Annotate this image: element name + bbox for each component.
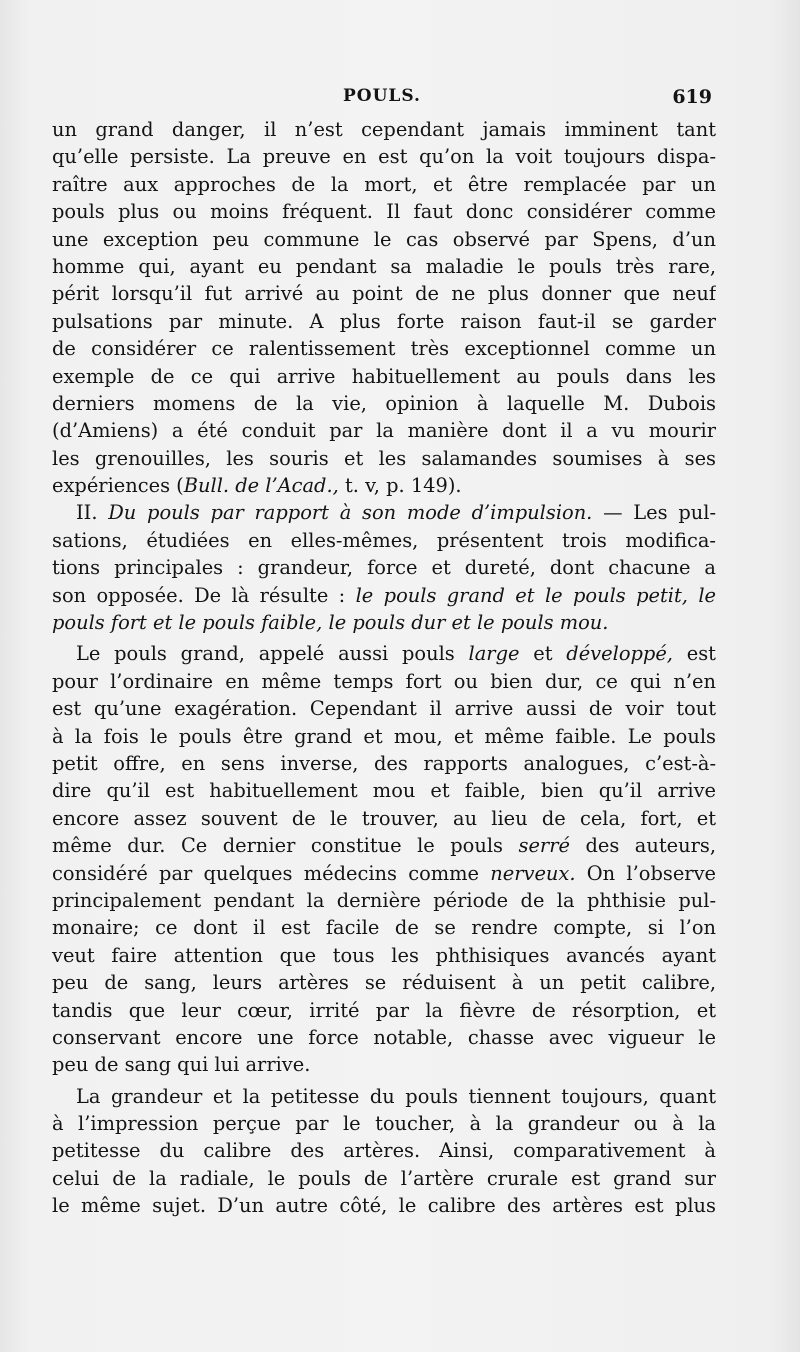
text-line [52, 887, 716, 914]
text-line [52, 116, 716, 143]
text-segment: homme qui, ayant eu pendant sa maladie le pouls très rare, [52, 254, 716, 278]
text-segment: veut faire attention que tous les phthisiques avancés ayant [52, 943, 716, 967]
text-segment: les grenouilles, les souris et les salamandes soumises à ses [52, 446, 716, 470]
text-line [52, 668, 716, 695]
text-segment: celui de la radiale, le pouls de l’artère crurale est grand sur [52, 1166, 716, 1190]
text-line [52, 942, 716, 969]
text-segment: qu’elle persiste. La preuve en est qu’on la voit toujours dispa- [52, 145, 716, 169]
text-line [52, 1165, 716, 1192]
text-segment: son opposée. De là résulte : [52, 583, 356, 607]
text-line [52, 805, 716, 832]
text-line [52, 609, 716, 636]
text-line [52, 335, 716, 362]
text-segment: dire qu’il est habituellement mou et faible, bien qu’il arrive [52, 779, 716, 803]
text-segment: — Les pul- [592, 501, 716, 525]
text-segment: une exception peu commune le cas observé par Spens, d’un [52, 227, 716, 251]
text-line [52, 1083, 716, 1110]
text-line [52, 777, 716, 804]
text-line [52, 308, 716, 335]
text-segment: de considérer ce ralentissement très exceptionnel comme un [52, 337, 716, 361]
text-segment: tandis que leur cœur, irrité par la fièvre de résorption, et [52, 998, 716, 1022]
text-segment: raître aux approches de la mort, et être remplacée par un [52, 172, 716, 196]
italic-text: Bull. de l’Acad., [183, 474, 339, 498]
text-line [52, 582, 716, 609]
page-number: 619 [672, 86, 712, 108]
text-line [52, 171, 716, 198]
text-line [52, 363, 716, 390]
text-line [52, 253, 716, 280]
page-header [52, 86, 712, 114]
text-segment: un grand danger, il n’est cependant jamais imminent tant [52, 118, 716, 141]
text-segment: II. [76, 501, 109, 525]
text-segment: encore assez souvent de le trouver, au lieu de cela, fort, et [52, 806, 716, 830]
italic-text: serré [518, 834, 570, 858]
text-line [52, 832, 716, 859]
text-segment: des auteurs, [569, 834, 716, 858]
text-line [52, 1137, 716, 1164]
text-segment: (d’Amiens) a été conduit par la manière dont il a vu mourir [52, 419, 716, 443]
text-line [52, 143, 716, 170]
text-segment: pouls plus ou moins fréquent. Il faut donc considérer comme [52, 200, 716, 224]
text-segment: peu de sang qui lui arrive. [52, 1053, 311, 1077]
text-line [52, 750, 716, 777]
text-segment: considéré par quelques médecins comme [52, 861, 491, 885]
text-segment: sations, étudiées en elles-mêmes, présentent trois modifica- [52, 528, 716, 552]
text-line [52, 914, 716, 941]
text-segment: est [672, 642, 716, 666]
text-line [52, 1024, 716, 1051]
text-segment: t. v, p. 149). [338, 474, 462, 498]
text-line [52, 472, 716, 499]
text-segment: tions principales : grandeur, force et dureté, dont chacune a [52, 556, 716, 580]
text-line [52, 417, 716, 444]
text-line [52, 723, 716, 750]
text-line [52, 640, 716, 667]
text-segment: La grandeur et la petitesse du pouls tiennent toujours, quant [76, 1084, 716, 1108]
text-segment: le même sujet. D’un autre côté, le calibre des artères est plus [52, 1194, 716, 1218]
body-text [52, 116, 716, 1220]
text-line [52, 499, 716, 526]
text-line [52, 527, 716, 554]
text-line [52, 1192, 716, 1219]
text-segment: pour l’ordinaire en même temps fort ou bien dur, ce qui n’en [52, 669, 716, 693]
text-segment: expériences ( [52, 474, 184, 498]
text-segment: monaire; ce dont il est facile de se rendre compte, si l’on [52, 916, 716, 940]
text-segment: petit offre, en sens inverse, des rapports analogues, c’est-à- [52, 751, 716, 775]
text-line [52, 554, 716, 581]
text-segment: On l’observe [575, 861, 716, 885]
text-line [52, 860, 716, 887]
text-line [52, 198, 716, 225]
text-line [52, 390, 716, 417]
text-segment: et [519, 642, 567, 666]
text-segment: à la fois le pouls être grand et mou, et même faible. Le pouls [52, 724, 716, 748]
italic-text: nerveux. [490, 861, 576, 885]
text-line [52, 997, 716, 1024]
text-segment: conservant encore une force notable, chasse avec vigueur le [52, 1025, 716, 1049]
text-segment: à l’impression perçue par le toucher, à la grandeur ou à la [52, 1112, 716, 1136]
italic-text: pouls fort et le pouls faible, le pouls dur et le pouls mou. [52, 611, 609, 635]
text-line [52, 445, 716, 472]
text-line [52, 969, 716, 996]
italic-text: large [468, 642, 520, 666]
text-line [52, 226, 716, 253]
text-line [52, 695, 716, 722]
text-segment: petitesse du calibre des artères. Ainsi, comparativement à [52, 1139, 716, 1163]
text-line [52, 1051, 716, 1078]
text-segment: derniers momens de la vie, opinion à laquelle M. Dubois [52, 391, 716, 415]
italic-text: Du pouls par rapport à son mode d’impulsion. [108, 501, 593, 525]
italic-text: développé, [566, 642, 673, 666]
text-segment: pulsations par minute. A plus forte raison faut-il se garder [52, 309, 716, 333]
text-line [52, 1110, 716, 1137]
text-segment: périt lorsqu’il fut arrivé au point de ne plus donner que neuf [52, 282, 716, 306]
italic-text: le pouls grand et le pouls petit, le [355, 583, 716, 607]
text-line [52, 280, 716, 307]
text-segment: même dur. Ce dernier constitue le pouls [52, 834, 519, 858]
text-segment: exemple de ce qui arrive habituellement au pouls dans les [52, 364, 716, 388]
text-segment: est qu’une exagération. Cependant il arrive aussi de voir tout [52, 697, 716, 721]
text-segment: peu de sang, leurs artères se réduisent à un petit calibre, [52, 971, 716, 995]
running-head: POULS. [343, 86, 421, 106]
text-segment: principalement pendant la dernière période de la phthisie pul- [52, 888, 716, 912]
text-segment: Le pouls grand, appelé aussi pouls [76, 642, 469, 666]
